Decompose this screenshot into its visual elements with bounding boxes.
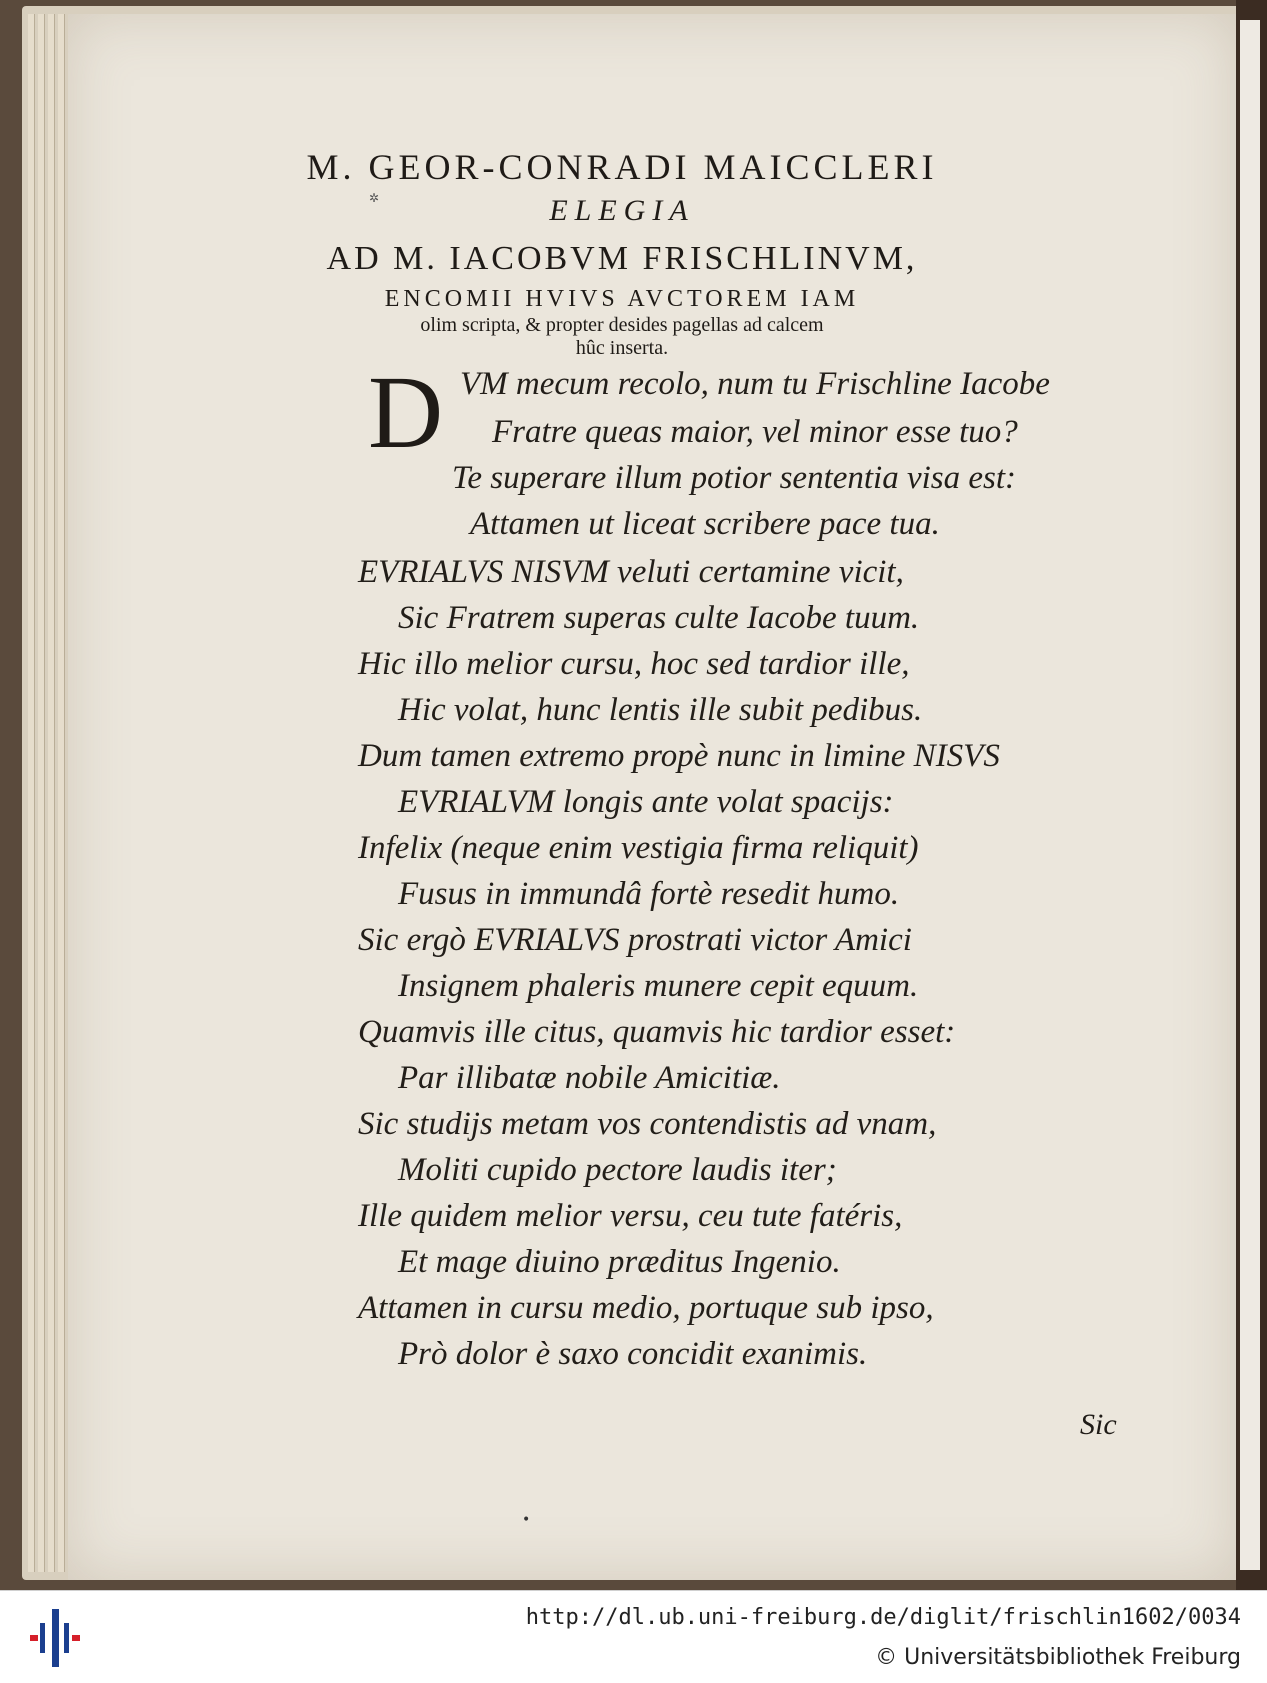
verse-line: Infelix (neque enim vestigia firma reliquit)	[358, 830, 919, 866]
title-subtitle: ENCOMII HVIVS AVCTOREM IAM	[384, 286, 860, 312]
ink-dot: •	[522, 1512, 531, 1528]
verse-line: Et mage diuino præditus Ingenio.	[398, 1244, 841, 1280]
title-note-2: hûc inserta.	[575, 337, 669, 359]
verse-line: Dum tamen extremo propè nunc in limine NISVS	[358, 738, 1000, 774]
title-genre: ELEGIA	[549, 194, 695, 227]
verse-line: Sic Fratrem superas culte Iacobe tuum.	[398, 600, 920, 636]
title-note: olim scripta, & propter desides pagellas ad calcem	[420, 314, 824, 336]
verse-line: Moliti cupido pectore laudis iter;	[398, 1152, 837, 1188]
page-edge	[28, 14, 35, 1572]
verse-line: Insignem phaleris munere cepit equum.	[398, 968, 919, 1004]
verse-line: Te superare illum potior sententia visa est:	[452, 460, 1017, 496]
library-logo-icon	[30, 1609, 80, 1667]
verse-line: Hic illo melior cursu, hoc sed tardior ille,	[358, 646, 910, 682]
scanned-page	[68, 14, 1236, 1580]
ornament-mark: ✲	[369, 191, 380, 205]
verse-line: Fusus in immundâ fortè resedit humo.	[398, 876, 900, 912]
verse-line: Fratre queas maior, vel minor esse tuo?	[492, 414, 1018, 450]
catchword: Sic	[1080, 1408, 1117, 1441]
verse-line: Par illibatæ nobile Amicitiæ.	[398, 1060, 781, 1096]
verse-line: Sic ergò EVRIALVS prostrati victor Amici	[358, 922, 912, 958]
verse-line: Hic volat, hunc lentis ille subit pedibus.	[398, 692, 923, 728]
copyright-notice: © Universitätsbibliothek Freiburg	[875, 1645, 1241, 1670]
verse-line: VM mecum recolo, num tu Frischline Iacobe	[460, 366, 1050, 402]
permalink-url[interactable]: http://dl.ub.uni-freiburg.de/diglit/frischlin1602/0034	[525, 1605, 1241, 1630]
title-author: M. GEOR-CONRADI MAICCLERI	[306, 147, 938, 187]
verse-line: Prò dolor è saxo concidit exanimis.	[398, 1336, 868, 1372]
verse-line: Attamen ut liceat scribere pace tua.	[470, 506, 940, 542]
drop-capital: D	[368, 355, 444, 470]
verse-line: Sic studijs metam vos contendistis ad vnam,	[358, 1106, 937, 1142]
verse-line: Attamen in cursu medio, portuque sub ipso,	[358, 1290, 934, 1326]
title-addressee: AD M. IACOBVM FRISCHLINVM,	[326, 240, 918, 277]
verse-line: EVRIALVS NISVM veluti certamine vicit,	[358, 554, 904, 590]
verse-line: Quamvis ille citus, quamvis hic tardior esset:	[358, 1014, 956, 1050]
facing-page-edge	[1240, 20, 1260, 1570]
viewer-footer	[0, 1590, 1267, 1683]
verse-line: EVRIALVM longis ante volat spacijs:	[398, 784, 894, 820]
verse-line: Ille quidem melior versu, ceu tute fatéris,	[358, 1198, 903, 1234]
